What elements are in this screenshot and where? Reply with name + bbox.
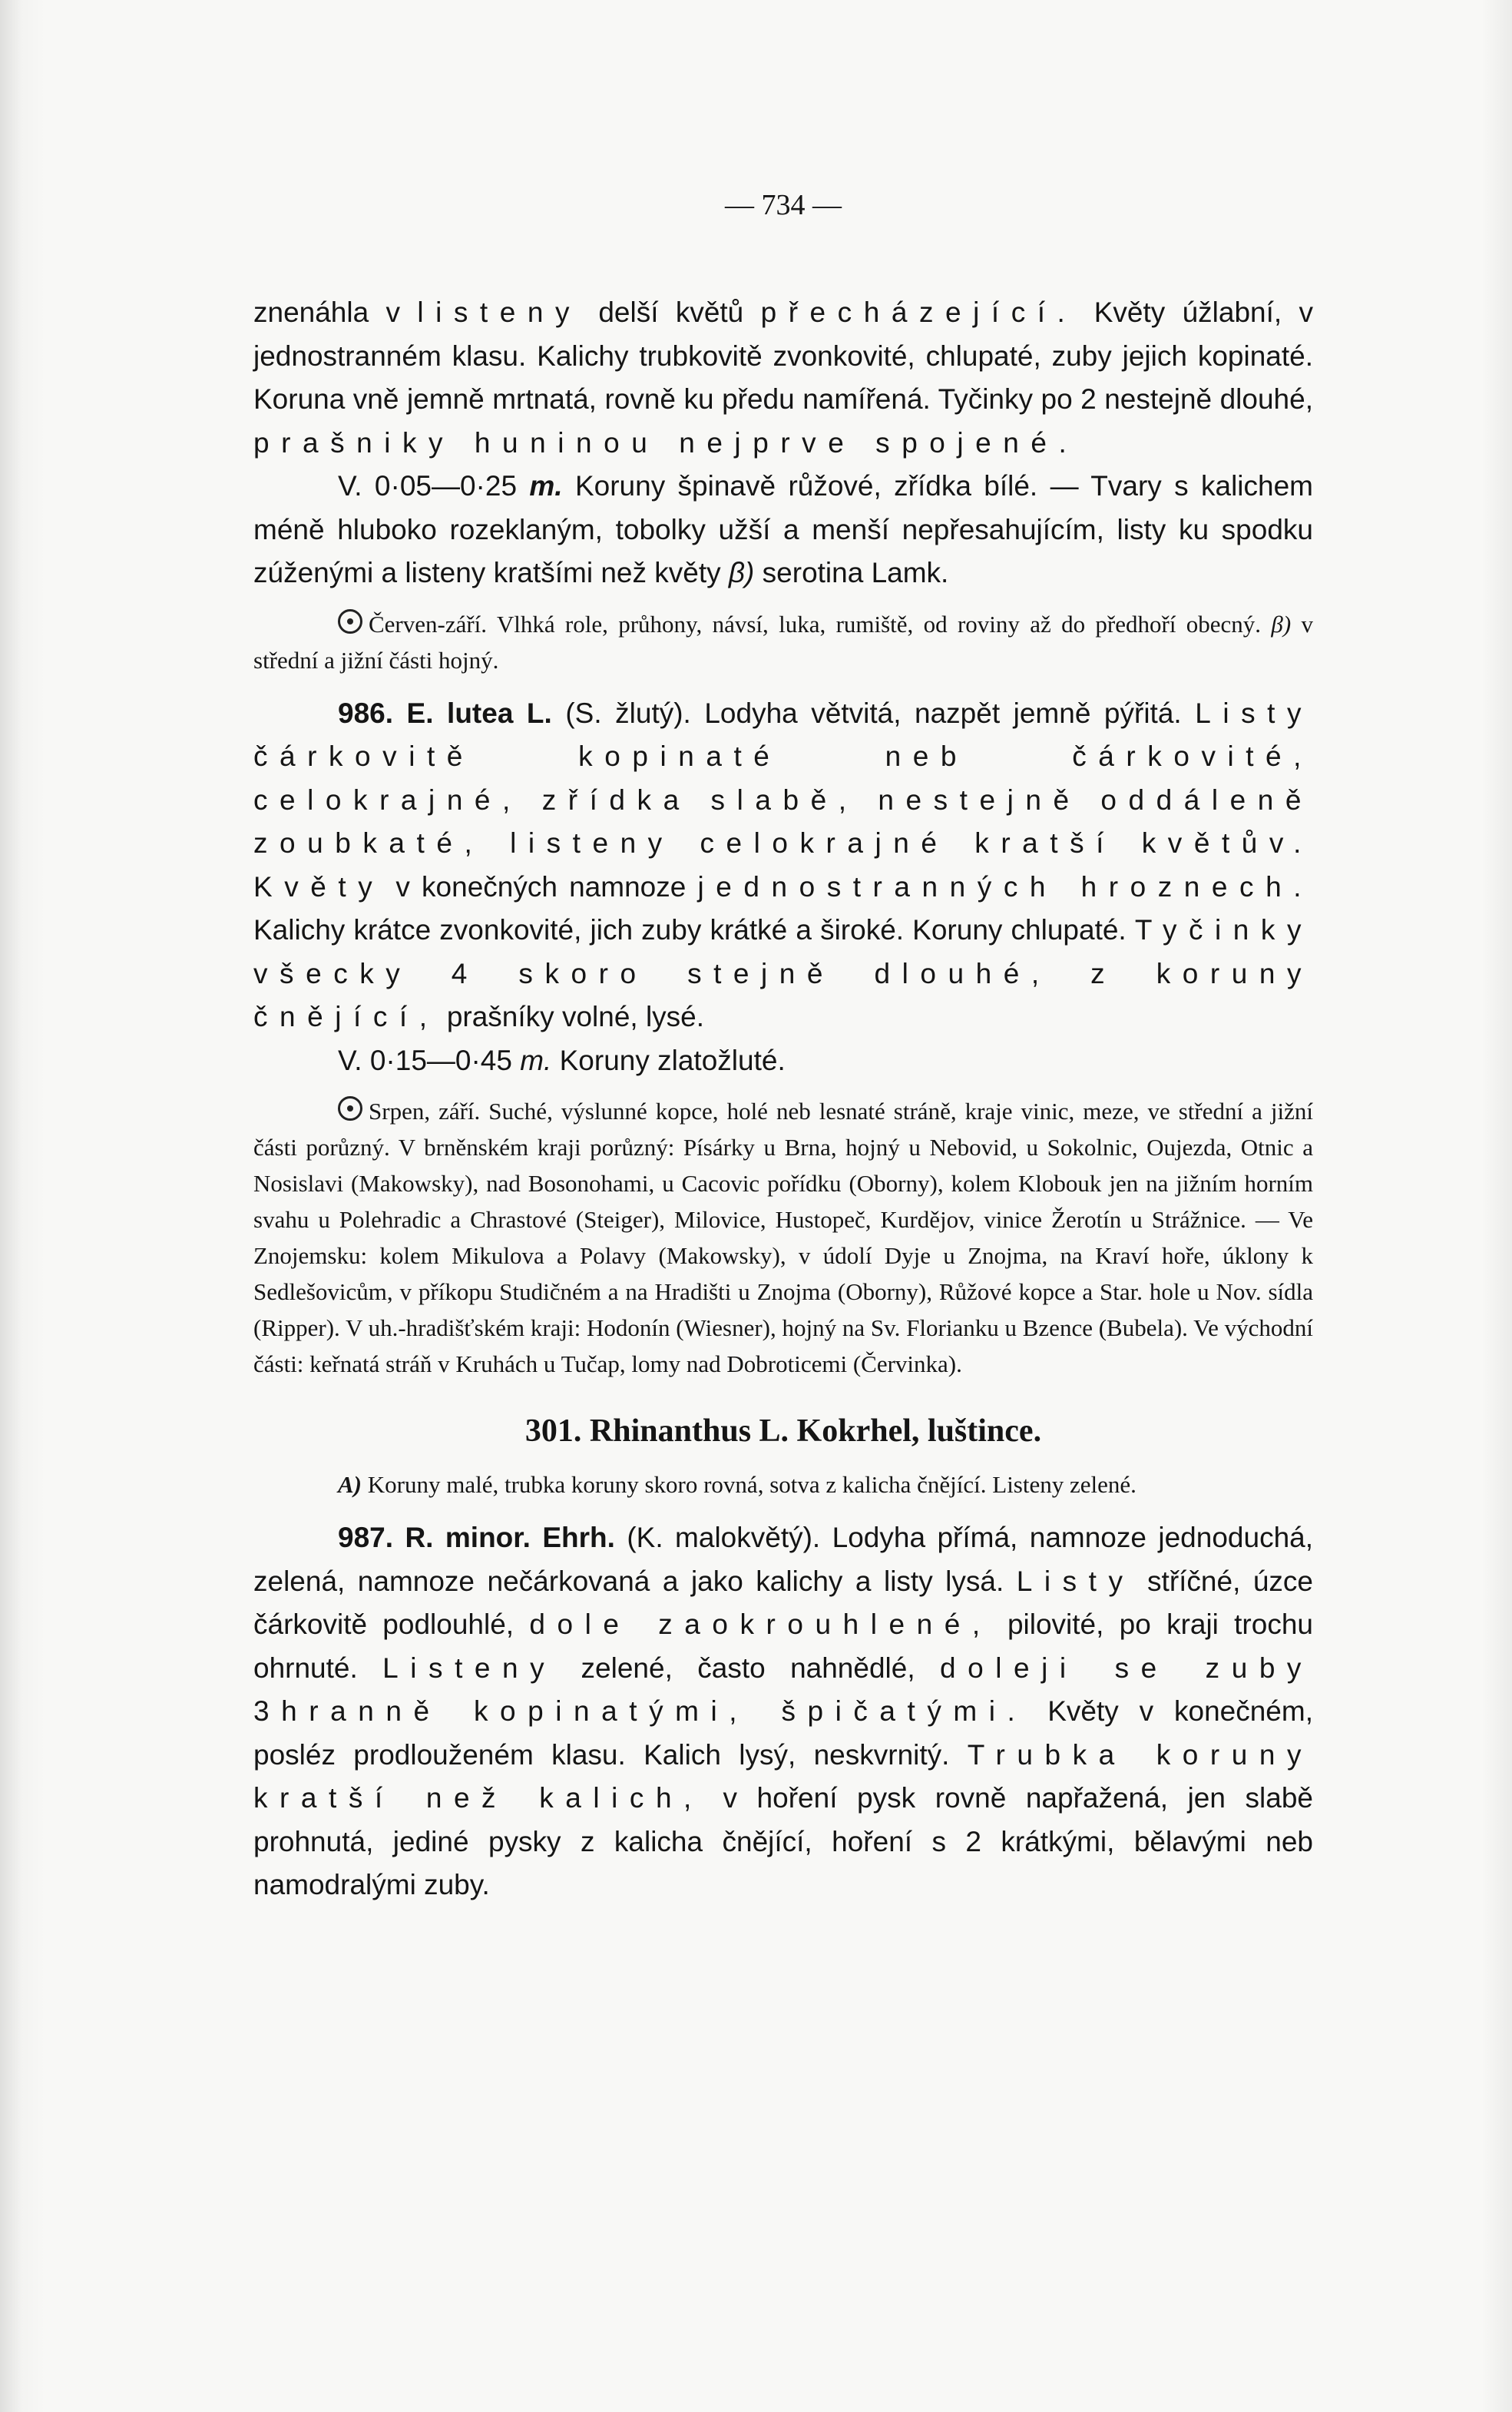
species-986-habitat: Srpen, září. Suché, výslunné kopce, holé neb lesnaté stráně, kraje vinic, meze, ve střední a jižní části porůzný. V brněnském kraji porůzný: Písárky u Brna, hojný u Nebovid, u Sokolnic, Oujezda, Otnic a Nosislavi (Makowsky), nad Bosonohami, u Cacovic pořídku (Oborny), kolem Klobouk jen na jižním horním svahu u Polehradic a Chrastové (Steiger), Milovice, Hustopeč, Kurdějov, vinice Žerotín u Strážnice. — Ve Znojemsku: kolem Mikulova a Polavy (Makowsky), v údolí Dyje u Znojma, na Kraví hoře, úklony k Sedlešovicům, v příkopu Studičném a na Hradišti u Znojma (Oborny), Růžové kopce a Star. hole u Nov. sídla (Ripper). V uh.-hradišťském kraji: Hodonín (Wiesner), hojný na Sv. Florianku u Bzence (Bubela). Ve východní části: keřnatá stráň v Kruhách u Tučap, lomy nad Dobroticemi (Červinka).: [253, 1098, 1313, 1377]
species-986-size: V. 0·15—0·45 m. Koruny zlatožluté.: [338, 1044, 786, 1076]
species-986-description: 986. E. lutea L. (S. žlutý). Lodyha větvitá, nazpět jemně pýřitá. Listy čárkovitě kopinaté neb čárkovité, celokrajné, zřídka slabě, nestejně oddáleně zoubkaté, listeny celokrajné kratší květův. Květy v konečných namnoze jednostranných hroznech. Kalichy krátce zvonkovité, jich zuby krátké a široké. Koruny chlupaté. Tyčinky všecky 4 skoro stejně dlouhé, z koruny čnějící, prašníky volné, lysé.: [253, 697, 1314, 1032]
variety-note: V. 0·05—0·25 m. Koruny špinavě růžové, zřídka bílé. — Tvary s kalichem méně hluboko rozeklaným, tobolky užší a menší nepřesahujícím, listy ku spodku zúženými a listeny kratšími než květy β) serotina Lamk.: [253, 470, 1313, 588]
habitat-note: Červen-září. Vlhká role, průhony, návsí, luka, rumiště, od roviny až do předhoří obecný. β) v střední a jižní části hojný.: [253, 610, 1313, 674]
annual-plant-icon: [338, 609, 362, 634]
genus-heading: 301. Rhinanthus L. Kokrhel, luštince.: [524, 1413, 1042, 1449]
group-a-key: A) Koruny malé, trubka koruny skoro rovná, sotva z kalicha čnějící. Listeny zelené.: [338, 1471, 1136, 1498]
species-987-description: 987. R. minor. Ehrh. (K. malokvětý). Lodyha přímá, namnoze jednoduchá, zelená, namnoze nečárkovaná a jako kalichy a listy lysá. Listy stříčné, úzce čárkovitě podlouhlé, dole zaokrouhlené, pilovité, po kraji trochu ohrnuté. Listeny zelené, často nahnědlé, doleji se zuby 3hranně kopinatými, špičatými. Květy v konečném, posléz prodlouženém klasu. Kalich lysý, neskvrnitý. Trubka koruny kratší než kalich, v hoření pysk rovně napřažená, jen slabě prohnutá, jediné pysky z kalicha čnějící, hoření s 2 krátkými, bělavými neb namodralými zuby.: [253, 1522, 1314, 1900]
annual-plant-icon: [338, 1096, 362, 1121]
page-number: — 734 —: [725, 189, 842, 221]
page-text-block: [253, 188, 1313, 1907]
description-continued: znenáhla v listeny delší květů přecházející. Květy úžlabní, v jednostranném klasu. Kalichy trubkovitě zvonkovité, chlupaté, zuby jejich kopinaté. Koruna vně jemně mrtnatá, rovně ku předu namířená. Tyčinky po 2 nestejně dlouhé, prašniky huninou nejprve spojené.: [253, 297, 1313, 459]
